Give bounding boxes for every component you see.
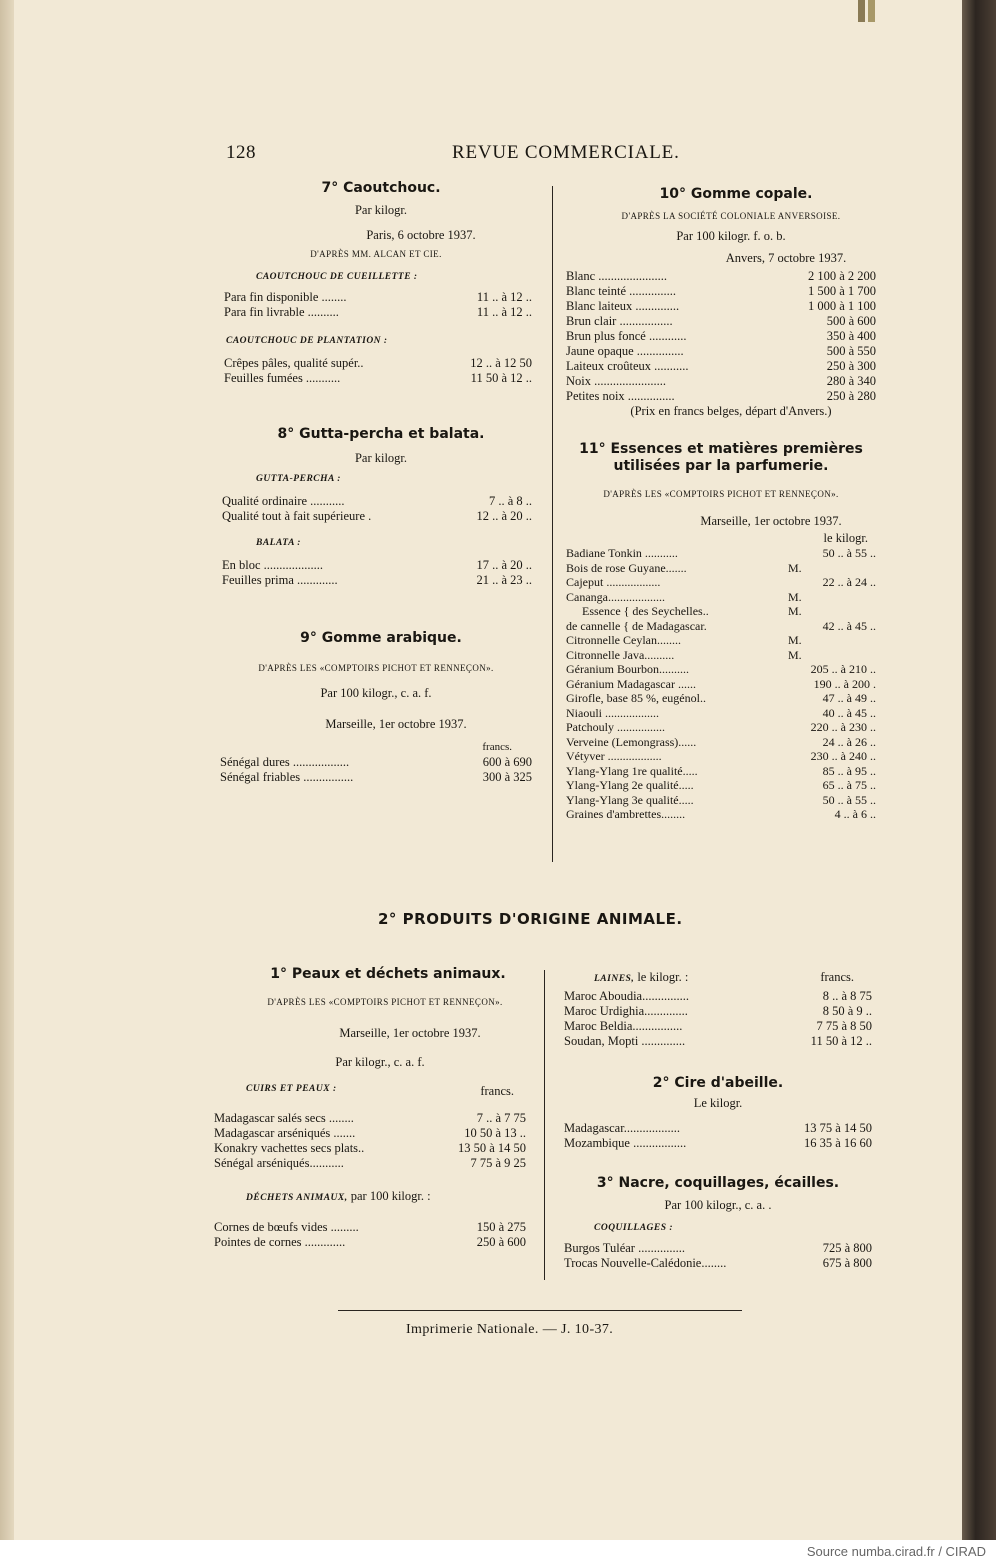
ribbon-bookmark (868, 0, 875, 22)
gomme-arabique-table (220, 755, 532, 785)
table-row: Feuilles prima ............. 21 .. à 23 .. (222, 573, 532, 587)
left-column-plant (220, 180, 532, 785)
table-row: Maroc Urdighia.............. 8 50 à 9 .. (564, 1004, 872, 1018)
caoutchouc-source: D'APRÈS MM. ALCAN ET CIE. (310, 249, 442, 259)
gutta-sub1: GUTTA-PERCHA : (256, 474, 341, 484)
table-row: Trocas Nouvelle-Calédonie........ 675 à 800 (564, 1256, 872, 1270)
gomme-copale-source: D'APRÈS LA SOCIÉTÉ COLONIALE ANVERSOISE. (621, 211, 841, 221)
laines-sub-line (564, 970, 872, 985)
table-row: Feuilles fumées ........... 11 50 à 12 .. (224, 371, 532, 385)
essences-title-line1: 11° Essences et matières premières (579, 441, 863, 457)
nacre-table (564, 1241, 872, 1271)
table-row: Mozambique ................. 16 35 à 16 60 (564, 1136, 872, 1150)
gomme-copale-unit: Par 100 kilogr. f. o. b. (676, 229, 786, 243)
caoutchouc-table2 (220, 356, 532, 386)
caoutchouc-title: 7° Caoutchouc. (321, 180, 441, 196)
table-row: Verveine (Lemongrass)...... 24 .. à 26 .. (566, 734, 876, 749)
column-divider-bottom (544, 970, 545, 1280)
laines-sub: LAINES, (594, 974, 635, 984)
table-row: Patchouly ................ 220 .. à 230 .. (566, 720, 876, 734)
peaux-unit-col: francs. (480, 1084, 514, 1098)
footer-rule (338, 1310, 742, 1311)
table-row: Madagascar salés secs ........ 7 .. à 7 75 (214, 1111, 526, 1125)
cire-table (564, 1121, 872, 1151)
source-caption: Source numba.cirad.fr / CIRAD (806, 1544, 986, 1559)
book-edge-left (0, 0, 14, 1540)
gomme-arabique-title: 9° Gomme arabique. (300, 630, 462, 646)
table-row: Sénégal friables ................ 300 à 325 (220, 770, 532, 784)
peaux-table2 (214, 1220, 526, 1250)
nacre-unit: Par 100 kilogr., c. a. . (664, 1198, 772, 1212)
table-row: Sénégal arséniqués........... 7 75 à 9 25 (214, 1156, 526, 1170)
table-row: Ylang-Ylang 3e qualité..... 50 .. à 55 .. (566, 792, 876, 807)
gomme-copale-date: Anvers, 7 octobre 1937. (725, 251, 847, 265)
table-row: Badiane Tonkin ........... 50 .. à 55 .. (566, 546, 876, 560)
table-row: Para fin disponible ........ 11 .. à 12 .. (224, 290, 532, 304)
gomme-copale-title: 10° Gomme copale. (659, 186, 813, 202)
table-row: Pointes de cornes ............. 250 à 600 (214, 1235, 526, 1249)
peaux-sub2: DÉCHETS ANIMAUX, (246, 1193, 348, 1203)
table-row: Konakry vachettes secs plats.. 13 50 à 14 50 (214, 1141, 526, 1155)
peaux-table1 (214, 1111, 526, 1171)
table-row: de cannelle { de Madagascar. 42 .. à 45 .. (566, 618, 876, 633)
table-row: Géranium Madagascar ...... 190 .. à 200 . (566, 676, 876, 691)
caoutchouc-date: Paris, 6 octobre 1937. (366, 228, 476, 242)
table-row: Para fin livrable .......... 11 .. à 12 .. (224, 305, 532, 319)
table-row: Citronnelle Java.......... M. (566, 647, 802, 662)
laines-unit-col: francs. (820, 970, 854, 984)
book-edge-right (962, 0, 996, 1540)
ribbon-bookmark (858, 0, 865, 22)
caoutchouc-sub1: CAOUTCHOUC DE CUEILLETTE : (256, 272, 418, 282)
running-title: REVUE COMMERCIALE. (452, 142, 680, 163)
table-row: Brun plus foncé ............ 350 à 400 (566, 329, 876, 343)
cire-title: 2° Cire d'abeille. (652, 1075, 784, 1091)
nacre-sub: COQUILLAGES : (594, 1223, 674, 1233)
column-divider-top (552, 186, 553, 862)
gutta-table1 (220, 494, 532, 524)
peaux-sub2-rest: par 100 kilogr. : (350, 1189, 431, 1203)
table-row: Géranium Bourbon.......... 205 .. à 210 .. (566, 662, 876, 676)
nacre-title: 3° Nacre, coquillages, écailles. (596, 1175, 840, 1191)
imprint: Imprimerie Nationale. — J. 10-37. (406, 1322, 614, 1337)
caoutchouc-unit: Par kilogr. (354, 203, 408, 217)
gomme-arabique-source: D'APRÈS LES «COMPTOIRS PICHOT ET RENNEÇON». (258, 663, 494, 673)
left-column-animal (214, 966, 526, 1250)
laines-table (564, 989, 872, 1049)
table-row: Jaune opaque ............... 500 à 550 (566, 344, 876, 358)
peaux-sub1: CUIRS ET PEAUX : (246, 1084, 337, 1094)
peaux-sub1-line (214, 1084, 526, 1099)
table-row: Essence { des Seychelles.. M. (582, 604, 802, 618)
table-row: Graines d'ambrettes........ 4 .. à 6 .. (566, 807, 876, 821)
peaux-unit: Par kilogr., c. a. f. (335, 1055, 425, 1069)
table-row: Ylang-Ylang 1re qualité..... 85 .. à 95 .. (566, 763, 876, 778)
essences-unit: le kilogr. (823, 531, 868, 545)
table-row: Citronnelle Ceylan........ M. (566, 633, 802, 647)
table-row: Cajeput .................. 22 .. à 24 .. (566, 575, 876, 589)
table-row: Cananga................... M. (566, 589, 802, 604)
peaux-date: Marseille, 1er octobre 1937. (339, 1026, 481, 1040)
table-row: Vétyver .................. 230 .. à 240 .. (566, 749, 876, 763)
essences-table (566, 546, 876, 822)
table-row: Niaouli .................. 40 .. à 45 .. (566, 705, 876, 720)
gutta-unit: Par kilogr. (354, 451, 408, 465)
table-row: Qualité tout à fait supérieure . 12 .. à 20 .. (222, 509, 532, 523)
peaux-title: 1° Peaux et déchets animaux. (270, 966, 506, 982)
table-row: Ylang-Ylang 2e qualité..... 65 .. à 75 .. (566, 778, 876, 792)
peaux-sub2-line (246, 1189, 526, 1204)
gomme-copale-table (566, 269, 876, 404)
table-row: Sénégal dures .................. 600 à 690 (220, 755, 532, 769)
table-row: Laiteux croûteux ........... 250 à 300 (566, 359, 876, 373)
caoutchouc-sub2: CAOUTCHOUC DE PLANTATION : (226, 336, 388, 346)
table-row: Madagascar arséniqués ....... 10 50 à 13 .. (214, 1126, 526, 1140)
table-row: Blanc laiteux .............. 1 000 à 1 100 (566, 299, 876, 313)
table-row: Blanc ...................... 2 100 à 2 200 (566, 269, 876, 283)
table-row: Maroc Beldia................ 7 75 à 8 50 (564, 1019, 872, 1033)
section2-title: 2° PRODUITS D'ORIGINE ANIMALE. (378, 910, 683, 928)
gutta-table2 (220, 558, 532, 588)
caoutchouc-table1 (220, 290, 532, 320)
table-row: Petites noix ............... 250 à 280 (566, 389, 876, 403)
gomme-arabique-unit: Par 100 kilogr., c. a. f. (320, 686, 432, 700)
table-row: En bloc ................... 17 .. à 20 .. (222, 558, 532, 572)
table-row: Cornes de bœufs vides ......... 150 à 275 (214, 1220, 526, 1234)
table-row: Crêpes pâles, qualité supér.. 12 .. à 12 50 (224, 356, 532, 370)
essences-date: Marseille, 1er octobre 1937. (700, 514, 842, 528)
gomme-arabique-unit-col: francs. (482, 741, 512, 753)
table-row: Brun clair ................. 500 à 600 (566, 314, 876, 328)
right-column-plant (566, 186, 876, 822)
table-row: Maroc Aboudia............... 8 .. à 8 75 (564, 989, 872, 1003)
table-row: Madagascar.................. 13 75 à 14 50 (564, 1121, 872, 1135)
peaux-source: D'APRÈS LES «COMPTOIRS PICHOT ET RENNEÇON». (267, 997, 503, 1007)
table-row: Burgos Tuléar ............... 725 à 800 (564, 1241, 872, 1255)
page-number: 128 (226, 142, 256, 163)
gomme-arabique-date: Marseille, 1er octobre 1937. (325, 717, 467, 731)
table-row: Blanc teinté ............... 1 500 à 1 700 (566, 284, 876, 298)
right-column-animal (564, 970, 872, 1271)
gutta-sub2: BALATA : (256, 538, 301, 548)
laines-sub-rest: le kilogr. : (637, 970, 689, 984)
table-row: Qualité ordinaire ........... 7 .. à 8 .. (222, 494, 532, 508)
essences-title-line2: utilisées par la parfumerie. (613, 458, 829, 474)
cire-unit: Le kilogr. (693, 1096, 743, 1110)
table-row: Bois de rose Guyane....... M. (566, 560, 802, 575)
table-row: Soudan, Mopti .............. 11 50 à 12 .. (564, 1034, 872, 1048)
table-row: Noix ....................... 280 à 340 (566, 374, 876, 388)
essences-source: D'APRÈS LES «COMPTOIRS PICHOT ET RENNEÇON». (603, 489, 839, 499)
gutta-title: 8° Gutta-percha et balata. (277, 426, 485, 442)
table-row: Girofle, base 85 %, eugénol.. 47 .. à 49 .. (566, 691, 876, 705)
gomme-copale-note: (Prix en francs belges, départ d'Anvers.) (630, 404, 832, 418)
